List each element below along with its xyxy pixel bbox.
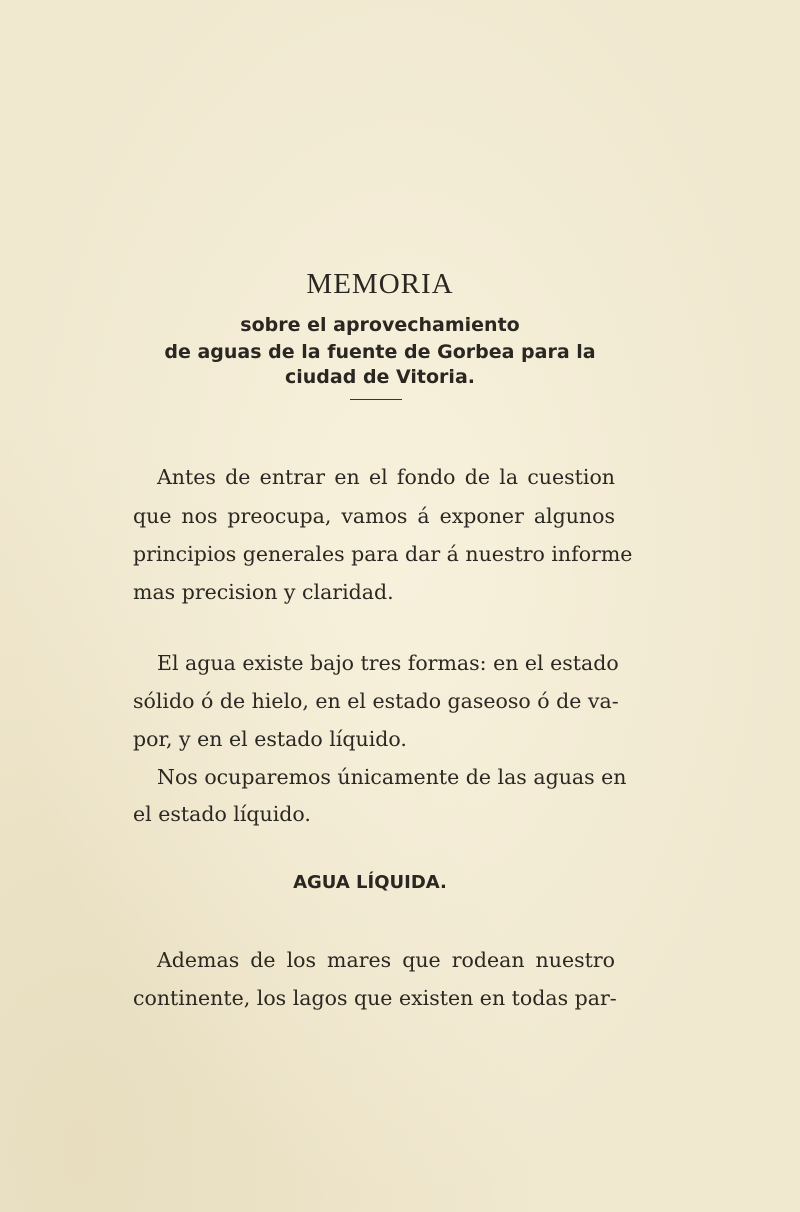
title-divider: [350, 399, 402, 400]
subtitle-line-1: sobre el aprovechamiento: [240, 314, 520, 336]
paragraph-2-line-2: sólido ó de hielo, en el estado gaseoso ó de va-: [133, 689, 619, 713]
paragraph-1-line-1: Antes de entrar en el fondo de la cuestion: [157, 465, 615, 489]
paragraph-1-line-3: principios generales para dar á nuestro informe: [133, 542, 633, 566]
closing-paragraph-line-1: Ademas de los mares que rodean nuestro: [157, 948, 615, 972]
subtitle-line-2: de aguas de la fuente de Gorbea para la: [164, 341, 596, 363]
paragraph-3-line-2: el estado líquido.: [133, 802, 311, 826]
paragraph-1-line-4: mas precision y claridad.: [133, 580, 394, 604]
closing-paragraph-line-2: continente, los lagos que existen en todas par-: [133, 986, 617, 1010]
section-heading: AGUA LÍQUIDA.: [293, 872, 447, 893]
paragraph-3-line-1: Nos ocuparemos únicamente de las aguas en: [157, 765, 627, 789]
paragraph-1-line-2: que nos preocupa, vamos á exponer algunos: [133, 504, 615, 528]
paragraph-2-line-3: por, y en el estado líquido.: [133, 727, 407, 751]
page-title: MEMORIA: [306, 268, 454, 300]
subtitle-line-3: ciudad de Vitoria.: [285, 366, 475, 388]
paragraph-2-line-1: El agua existe bajo tres formas: en el estado: [157, 651, 619, 675]
